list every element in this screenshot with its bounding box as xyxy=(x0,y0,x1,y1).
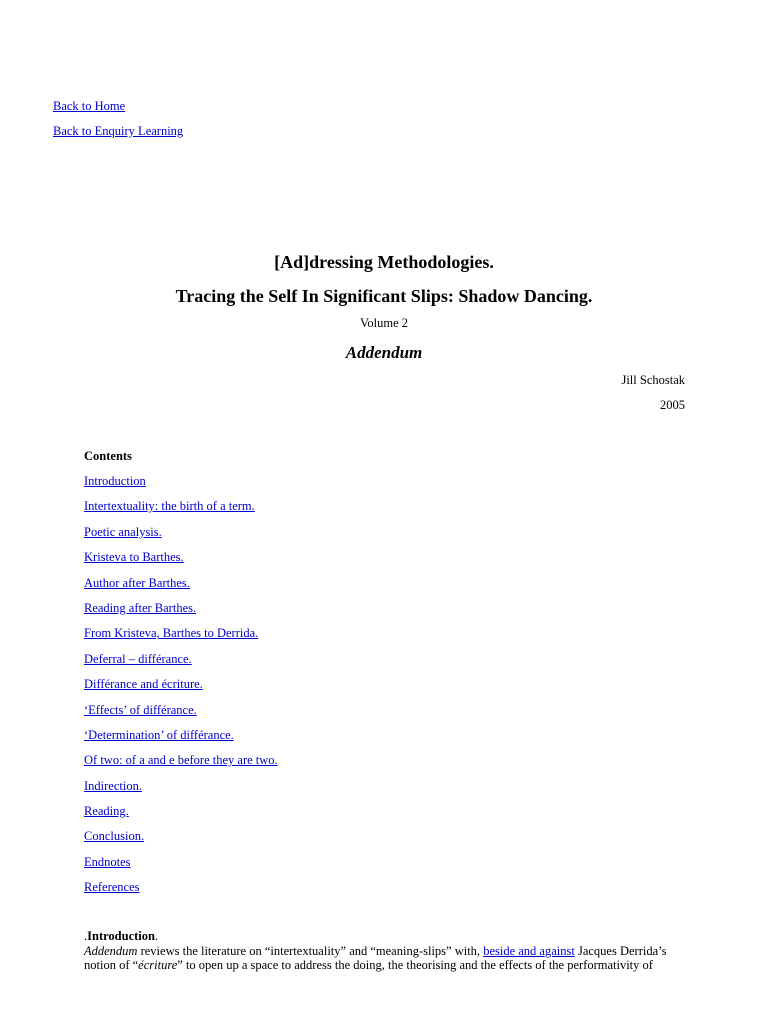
toc-item xyxy=(84,677,278,702)
toc-item xyxy=(84,753,278,778)
toc-link-poetic-analysis[interactable]: Poetic analysis. xyxy=(84,524,162,539)
toc-link-introduction[interactable]: Introduction xyxy=(84,474,146,488)
introduction-section xyxy=(84,929,684,973)
intro-text-2: Jacques Derrida’s notion of “ xyxy=(84,943,667,972)
document-title-line-1: [Ad]dressing Methodologies. xyxy=(274,252,494,272)
toc-link-effects-of-differance[interactable]: ‘Effects’ of différance. xyxy=(84,702,197,717)
toc-link-deferral-differance[interactable]: Deferral – différance. xyxy=(84,651,192,666)
toc-link-reading-after-barthes[interactable]: Reading after Barthes. xyxy=(84,600,197,615)
heading-prefix: . xyxy=(84,929,88,943)
toc-item xyxy=(84,576,278,601)
toc-item xyxy=(84,829,278,854)
ecriture-italic: écriture xyxy=(138,958,178,972)
toc-item xyxy=(84,525,278,550)
toc-item xyxy=(84,779,278,804)
toc-item xyxy=(84,474,278,499)
addendum-subtitle: Addendum xyxy=(345,343,423,362)
toc-link-intertextuality[interactable]: Intertextuality: the birth of a term. xyxy=(84,499,255,514)
author-name: Jill Schostak xyxy=(621,373,685,387)
back-to-enquiry-learning-link[interactable]: Back to Enquiry Learning xyxy=(53,124,184,138)
toc-link-reading[interactable]: Reading. xyxy=(84,804,129,819)
introduction-heading xyxy=(84,929,684,944)
toc-item xyxy=(84,855,278,880)
table-of-contents xyxy=(84,474,278,906)
introduction-paragraph xyxy=(84,944,684,973)
toc-link-indirection[interactable]: Indirection. xyxy=(84,778,142,793)
toc-link-determination-of-differance[interactable]: ‘Determination’ of différance. xyxy=(84,727,234,742)
toc-item xyxy=(84,728,278,753)
intro-text-1: reviews the literature on “intertextuality” and “meaning-slips” with, xyxy=(137,943,484,958)
toc-link-kristeva-to-barthes[interactable]: Kristeva to Barthes. xyxy=(84,550,184,565)
toc-item xyxy=(84,652,278,677)
toc-item xyxy=(84,626,278,651)
toc-item xyxy=(84,601,278,626)
intro-text-3: ” to open up a space to address the doing, the theorising and the effects of the performativity of xyxy=(177,958,653,972)
toc-link-conclusion[interactable]: Conclusion. xyxy=(84,829,145,844)
toc-item xyxy=(84,499,278,524)
toc-link-references[interactable]: References xyxy=(84,880,140,895)
volume-label: Volume 2 xyxy=(359,316,409,330)
introduction-heading-text: Introduction xyxy=(87,929,155,943)
toc-link-of-two[interactable]: Of two: of a and e before they are two. xyxy=(84,753,278,768)
toc-link-differance-ecriture[interactable]: Différance and écriture. xyxy=(84,677,203,692)
addendum-italic: Addendum xyxy=(84,943,138,958)
document-title-line-2: Tracing the Self In Significant Slips: Shadow Dancing. xyxy=(175,286,593,306)
toc-link-endnotes[interactable]: Endnotes xyxy=(84,854,131,869)
contents-heading: Contents xyxy=(84,449,132,463)
publication-year: 2005 xyxy=(660,398,685,412)
toc-item xyxy=(84,550,278,575)
toc-item xyxy=(84,703,278,728)
toc-item xyxy=(84,880,278,905)
toc-item xyxy=(84,804,278,829)
beside-and-against-link[interactable]: beside and against xyxy=(483,943,575,958)
heading-suffix: . xyxy=(154,929,159,943)
toc-link-kristeva-barthes-derrida[interactable]: From Kristeva, Barthes to Derrida. xyxy=(84,626,259,641)
toc-link-author-after-barthes[interactable]: Author after Barthes. xyxy=(84,575,190,590)
back-to-home-link[interactable]: Back to Home xyxy=(53,99,126,113)
